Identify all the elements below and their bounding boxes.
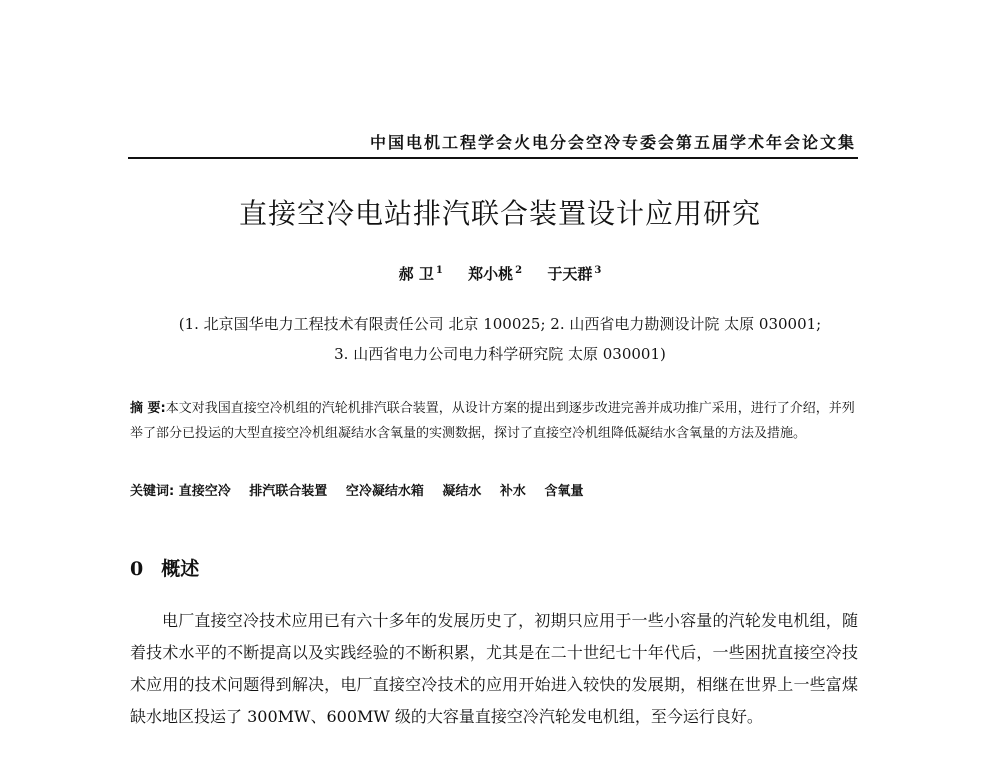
- body-paragraph: 电厂直接空冷技术应用已有六十多年的发展历史了，初期只应用于一些小容量的汽轮发电机组，随着技术水平的不断提高以及实践经验的不断积累，尤其是在二十世纪七十年代后，一些困扰直接空冷技术应用的技术问题得到解决，电厂直接空冷技术的应用开始进入较快的发展期，相继在世界上一些富煤缺水地区投运了 300MW、600MW 级的大容量直接空冷汽轮发电机组，至今运行良好。: [130, 611, 858, 726]
- author: 于天群 $^3$: [547, 265, 602, 283]
- affiliation-line: (1. 北京国华电力工程技术有限责任公司 北京 100025; 2. 山西省电力勘测设计院 太原 030001;: [178, 315, 822, 333]
- keyword: 直接空冷: [178, 484, 231, 499]
- keyword: 空冷凝结水箱: [345, 484, 424, 499]
- abstract-text: 本文对我国直接空冷机组的汽轮机排汽联合装置，从设计方案的提出到逐步改进完善并成功推广采用，进行了介绍，并列举了部分已投运的大型直接空冷机组凝结水含氧量的实测数据，探讨了直接空冷机组降低凝结水含氧量的方法及措施。: [130, 401, 855, 441]
- keywords: [130, 480, 860, 499]
- author-list: [0, 263, 1000, 284]
- section-number: 0: [130, 558, 144, 580]
- keyword: 凝结水: [442, 484, 482, 499]
- abstract-label: 摘 要:: [130, 401, 166, 416]
- keywords-label: 关键词:: [130, 484, 175, 499]
- running-header: 中国电机工程学会火电分会空冷专委会第五届学术年会论文集: [369, 133, 856, 152]
- author: 郝 卫 $^1$: [398, 265, 443, 283]
- keyword: 排汽联合装置: [249, 484, 328, 499]
- affiliation-line: 3. 山西省电力公司电力科学研究院 太原 030001): [334, 345, 666, 363]
- paper-title: 直接空冷电站排汽联合装置设计应用研究: [238, 197, 761, 230]
- abstract: [130, 396, 860, 446]
- header-rule: [128, 157, 858, 159]
- keyword: 含氧量: [544, 484, 584, 499]
- section-heading: [130, 554, 199, 581]
- keyword: 补水: [499, 484, 526, 499]
- section-title: 概述: [161, 558, 200, 580]
- author: 郑小桃 $^2$: [468, 265, 523, 283]
